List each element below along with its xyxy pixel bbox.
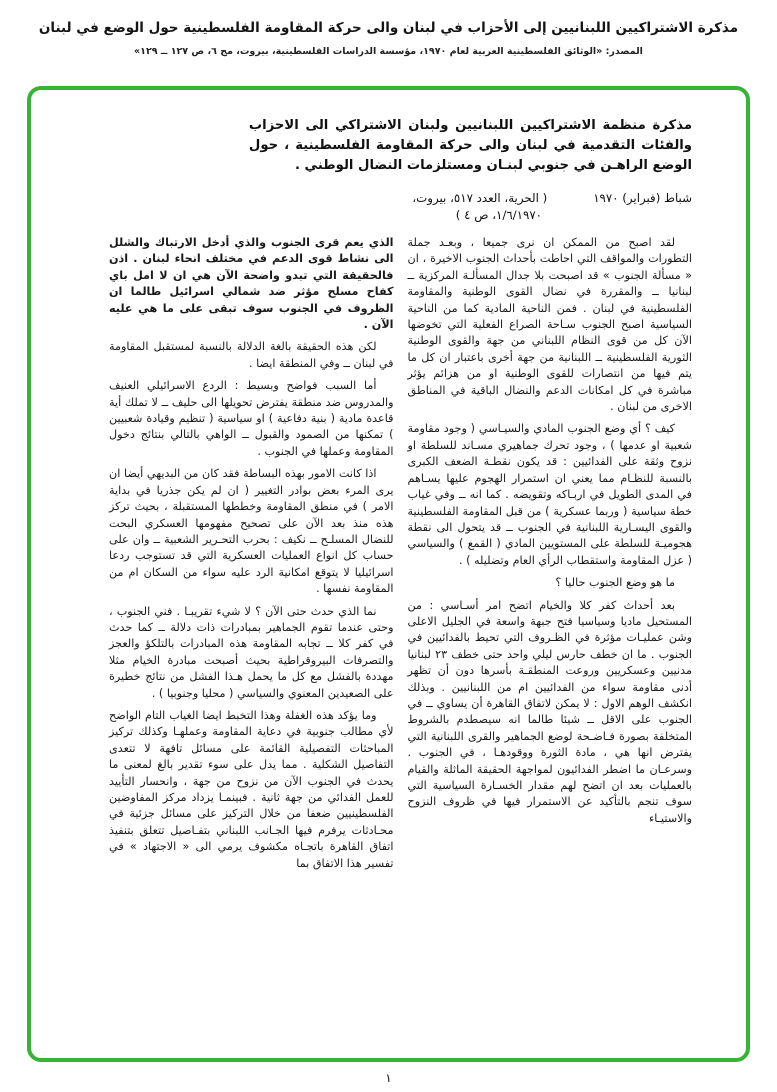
paragraph: كيف ؟ أي وضع الجنوب المادي والسيـاسي ( وجود مقاومة شعبية او عدمها ) ، وجود تحرك جماهيري مسـاند للسلطة او نزوح وثقة على الفدائيين : قد يكون نقطـة الضعف الكبرى بالنسبة للنظـام مما يعني ان استمرار الهجوم عليها يسـاهم في المدى الطويل في اربـاكه وتقويضه . كما انه ــ وفي غياب خطة سياسية ( وربما عسكرية ) من قبل المقاومة الفلسطينية والقوى اليسـارية اللبنانية في الجنوب ــ قد يتحول الى نقطة هجوميـة للسلطة على المستويين المادي ( القمع ) والسياسي ( عزل المقاومة واستقطاب الرأي العام وتضليله ) . bbox=[407, 422, 692, 567]
page-number: ١ bbox=[385, 1071, 392, 1085]
document-frame bbox=[27, 86, 750, 1062]
memo-dateline bbox=[109, 191, 692, 222]
paragraph: لقد اصبح من الممكن ان نرى جميعا ، وبعـد جملة التطورات والمواقف التي احاطت بأحداث الجنوب الاخيرة ، ان « مسألة الجنوب » قد اصبحت بلا جدال المسألـة المركزية ــ لبنانيا ــ والمقررة في نضال القوى الوطنية والمقاومة الفلسطينية في لبنان . فمن الناحية المادية كما من الناحية السياسية اصبح الجنوب سـاحة الصراع الفعلية التي تخوضها الآن كل من قوى النظام اللبناني من جهة والقوى الوطنية الثورية الفلسطينية ــ اللبنانية من جهة أخرى باعتبار ان كل ما يتم فيها من انتصارات للقوى الوطنية او من هزائم يؤثر مباشرة في كل امكانات الدعم والنضال الباقية في المناطق الاخرى من لبنان . bbox=[407, 236, 692, 414]
body-columns bbox=[109, 235, 692, 878]
paragraph: بعد أحداث كفر كلا والخيام اتضح امر أسـاسي : من المستحيل ماديا وسياسيا فتح جبهة واسعة في الجليل الاعلى وشن عمليـات مؤثرة في الظـروف التي تحيط بالفدائيين في الجنوب . ما ان خطف حارس ليلي واحد حتى خطف ٢٣ لبنانيا مدنيين وعسكريين وروعت المنطقـة بأسرها دون أن تظهر أدنى مقاومة سواء من الفدائيين ام من اللبنانيين . وبذلك انكشف الوهم الاول : لا يمكن لاتفاق القاهرة أن يساوي ــ في الجنوب على الاقل ــ شيئا طالما انه سيصطدم بالشروط المتخلفة بصورة فـاضـحة لوضع الجماهير والقرى اللبنانية التي يفترض انها هي ، مادة الثورة ووقودهـا ، في الجنوب . وسرعـان ما اضطر الفدائيون لمواجهة الحقيقة الماثلة والقيام بالعمليات بعد ان اتضح لهم مقدار الخسـارة السياسية التي سوف تنجم بالتأكيد عن الاستمرار فيها في ظروف النزوح والاستيـاء bbox=[407, 598, 692, 825]
column-right bbox=[408, 235, 693, 833]
memo-heading: مذكرة منظمة الاشتراكيين اللبنانيين ولبنان الاشتراكي الى الاحزاب والفئات التقدمية في لبنان والى حركة المقاومة الفلسطينية ، حول الوضع الراهـن في جنوبي لبنـان ومستلزمات النضال الوطني . bbox=[248, 118, 692, 173]
memo-reference-part2: ١/٦/١٩٧٠، ص ٤ ) bbox=[455, 208, 542, 222]
paragraph: وما يؤكد هذه الغفلة وهذا التخبط ايضا الغياب التام الواضح لأي مطالب جنوبية في دعاية المقاومة وعملهـا وكذلك تركيز المباحثات التفصيلية القائمة على مسائل تافهة لا تتعدى التفاصيل الشكلية . مما يدل على سوء تقدير بالغ لمعنى ما يحدث في الجنوب الآن من نزوح من جهة ، وانحسار التأييد للعمل الفدائي من جهة ثانية . فبينمـا يزداد مركز المفاوضين الفلسطينيين ضعفا من خلال التركيز على مسائل جزئية في محـادثات يرفرم فيها الجـانب اللبناني بتفـاصيل تتعلق بتنفيذ اتفاق القاهرة باتجـاه مكشوف يرمي الى « الاجتهاد » في تفسير هذا الاتفاق بما bbox=[109, 708, 394, 870]
page-header bbox=[0, 0, 777, 57]
memo-reference-part1: ( الحرية، العدد ٥١٧، بيروت، bbox=[412, 191, 548, 205]
document-source-line: المصدر: «الوثائق الفلسطينية العربية لعام ١٩٧٠، مؤسسة الدراسات الفلسطينية، بيروت، مج ٦، ص ١٢٧ ــ ١٢٩» bbox=[134, 45, 643, 57]
paragraph: ما هو وضع الجنوب حاليا ؟ bbox=[555, 576, 675, 590]
paragraph: لكن هذه الحقيقة بالغة الدلالة بالنسبة لمستقبل المقاومة في لبنان ــ وفي المنطقة ايضا . bbox=[109, 340, 394, 370]
memo-date: شباط (فبراير) ١٩٧٠ bbox=[593, 191, 692, 205]
column-left bbox=[109, 235, 394, 878]
paragraph: أما السبب فواضح وبسيط : الردع الاسرائيلي العنيف والمدروس ضد منطقة يفترض تحويلها الى حليف ــ لا تملك أية قاعدة مادية ( بنية دفاعية ) او سياسية ( تنظيم وقيادة شعبيين ) تمكنها من الصمود والقبول ــ الواهي بالتالي بنتائج دخول المقاومة وعملها في الجنوب . bbox=[109, 379, 394, 458]
paragraph: اذا كانت الامور بهذه البساطة فقد كان من البديهي أيضا ان يرى المرء بعض بوادر التغيير ( ان لم يكن جذريا في بداية الامر ) في منطق المقاومة وخططها المستقبلة ، بحيث تركز هذه منذ بعد الآن على تصحيح مفهومها العسكري البحت للنضال المسلـح ــ نكيف : بحرب التحـرير الشعبية ــ وان على حساب كل انواع العمليات العسكرية التي قد تستوجب ردعا اسرائيليا لا يتوقع امكانية الرد عليه سواء من السكان ام من المقاومة نفسها . bbox=[109, 467, 394, 596]
document-title: مذكرة الاشتراكيين اللبنانيين إلى الأحزاب في لبنان والى حركة المقاومة الفلسطينية حول الوضع في لبنان bbox=[38, 20, 739, 36]
paragraph: الذي يعم قرى الجنوب والذي أدخل الارتباك والشلل الى نشاط قوى الدعم في مختلف انحاء لبنان . اذن فالحقيقة التي تبدو واضحة الآن هي ان لا امل باي كفاح مسلح مؤثر ضد شمالي اسرائيل طالما ان الظروف في الجنوب سوف تبقى على ما هي عليه الآن . bbox=[109, 236, 394, 332]
dateline-row bbox=[109, 191, 692, 205]
paragraph: نما الذي حدث حتى الآن ؟ لا شيء تقريبـا . فني الجنوب ، وحتى عندما تقوم الجماهير بمبادرات ذات دلالة ــ كما حدث في كفر كلا ــ تجابه المقاومة هذه المبادرات بالتلكؤ والعجز والتصرفات البيروقراطية بحيث أصبحت مبادرة الخيام مثلا مهددة بالفشل مع كل ما يحمل هـذا الفشل من نتائج خطيرة على الصعيدين المعنوي والسياسي ( محليا وجنوبيا ) . bbox=[109, 604, 394, 700]
